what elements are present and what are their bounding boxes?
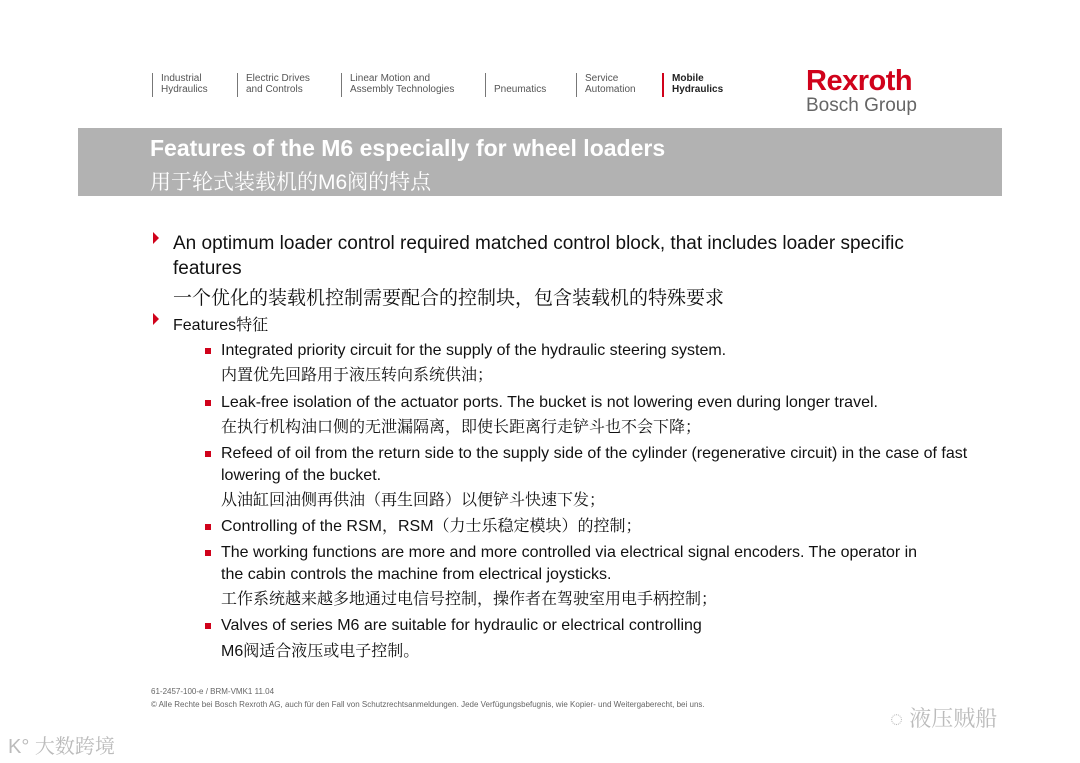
rexroth-logo: [806, 66, 917, 116]
logo-group: Bosch Group: [806, 95, 917, 116]
wechat-icon: ◌: [890, 706, 910, 731]
doc-number: 61-2457-100-e / BRM-VMK1 11.04: [151, 687, 275, 696]
title-bar: [78, 128, 1002, 196]
bullet-triangle-icon: [153, 232, 159, 244]
bullet-square-icon: [205, 550, 211, 556]
watermark-text: 大数跨境: [34, 736, 115, 758]
sub-bullet-text: Integrated priority circuit for the supply of the hydraulic steering system.: [221, 342, 727, 359]
bullet-text-zh: 一个优化的装载机控制需要配合的控制块，包含装载机的特殊要求: [173, 288, 725, 309]
nav-industrial-hydraulics: [152, 73, 208, 97]
corner-watermark: [8, 730, 115, 759]
nav-label: Electric Drives: [246, 73, 310, 84]
nav-label: [494, 73, 546, 84]
nav-pneumatics: [485, 73, 546, 97]
title-en: Features of the M6 especially for wheel loaders: [150, 135, 666, 161]
bullet-triangle-icon: [153, 313, 159, 325]
bullet-text: Features特征: [173, 317, 269, 334]
bullet-square-icon: [205, 400, 211, 406]
bullet-text: An optimum loader control required matched control block, that includes loader specific features: [173, 233, 904, 279]
nav-label: Service: [585, 73, 619, 84]
sub-bullet-text-zh: 内置优先回路用于液压转向系统供油；: [221, 367, 494, 384]
nav-label: Automation: [585, 84, 636, 95]
nav-electric-drives: [237, 73, 310, 97]
nav-label: Linear Motion and: [350, 73, 431, 84]
nav-linear-motion: [341, 73, 454, 97]
sub-bullet-text: Leak-free isolation of the actuator ports. The bucket is not lowering even during longer travel.: [221, 394, 878, 411]
watermark-text: 液压贼船: [909, 706, 998, 731]
title-zh: 用于轮式装载机的M6阀的特点: [150, 171, 432, 194]
sub-bullet-text-zh: 从油缸回油侧再供油（再生回路）以便铲斗快速下发；: [221, 492, 606, 509]
nav-label: Hydraulics: [161, 84, 208, 95]
sub-bullet-text: Refeed of oil from the return side to the supply side of the cylinder (regenerative circuit) in the case of fast lowering of the bucket.: [221, 445, 968, 484]
nav-label: Hydraulics: [672, 84, 724, 95]
sub-bullet-text: Valves of series M6 are suitable for hydraulic or electrical controlling: [221, 617, 702, 634]
nav-label: and Controls: [246, 84, 303, 95]
logo-icon: K°: [8, 736, 35, 758]
bullet-square-icon: [205, 524, 211, 530]
wechat-watermark: [890, 702, 997, 733]
bullet-square-icon: [205, 451, 211, 457]
copyright: © Alle Rechte bei Bosch Rexroth AG, auch für den Fall von Schutzrechtsanmeldungen. Jede Verfügungsbefugnis, wie Kopier- und Weitergaberecht, bei uns.: [151, 700, 705, 709]
sub-bullet-text: Controlling of the RSM，RSM（力士乐稳定模块）的控制；: [221, 518, 642, 535]
sub-bullet-text-zh: 工作系统越来越多地通过电信号控制，操作者在驾驶室用电手柄控制；: [221, 591, 718, 608]
nav-service-automation: [576, 73, 636, 97]
nav-label: Assembly Technologies: [350, 84, 455, 95]
sub-bullet-text: The working functions are more and more controlled via electrical signal encoders. The operator in the cabin controls the machine from electrical joysticks.: [221, 544, 918, 583]
sub-bullet-text-zh: 在执行机构油口侧的无泄漏隔离，即使长距离行走铲斗也不会下降；: [221, 419, 702, 436]
nav-label: Industrial: [161, 73, 202, 84]
bullet-square-icon: [205, 623, 211, 629]
sub-bullet-text-zh: M6阀适合液压或电子控制。: [221, 643, 420, 660]
nav-label: Mobile: [672, 73, 704, 84]
bullet-square-icon: [205, 348, 211, 354]
logo-brand: Rexroth: [806, 65, 913, 97]
nav-label: Pneumatics: [494, 84, 547, 95]
nav-mobile-hydraulics: [662, 73, 723, 97]
